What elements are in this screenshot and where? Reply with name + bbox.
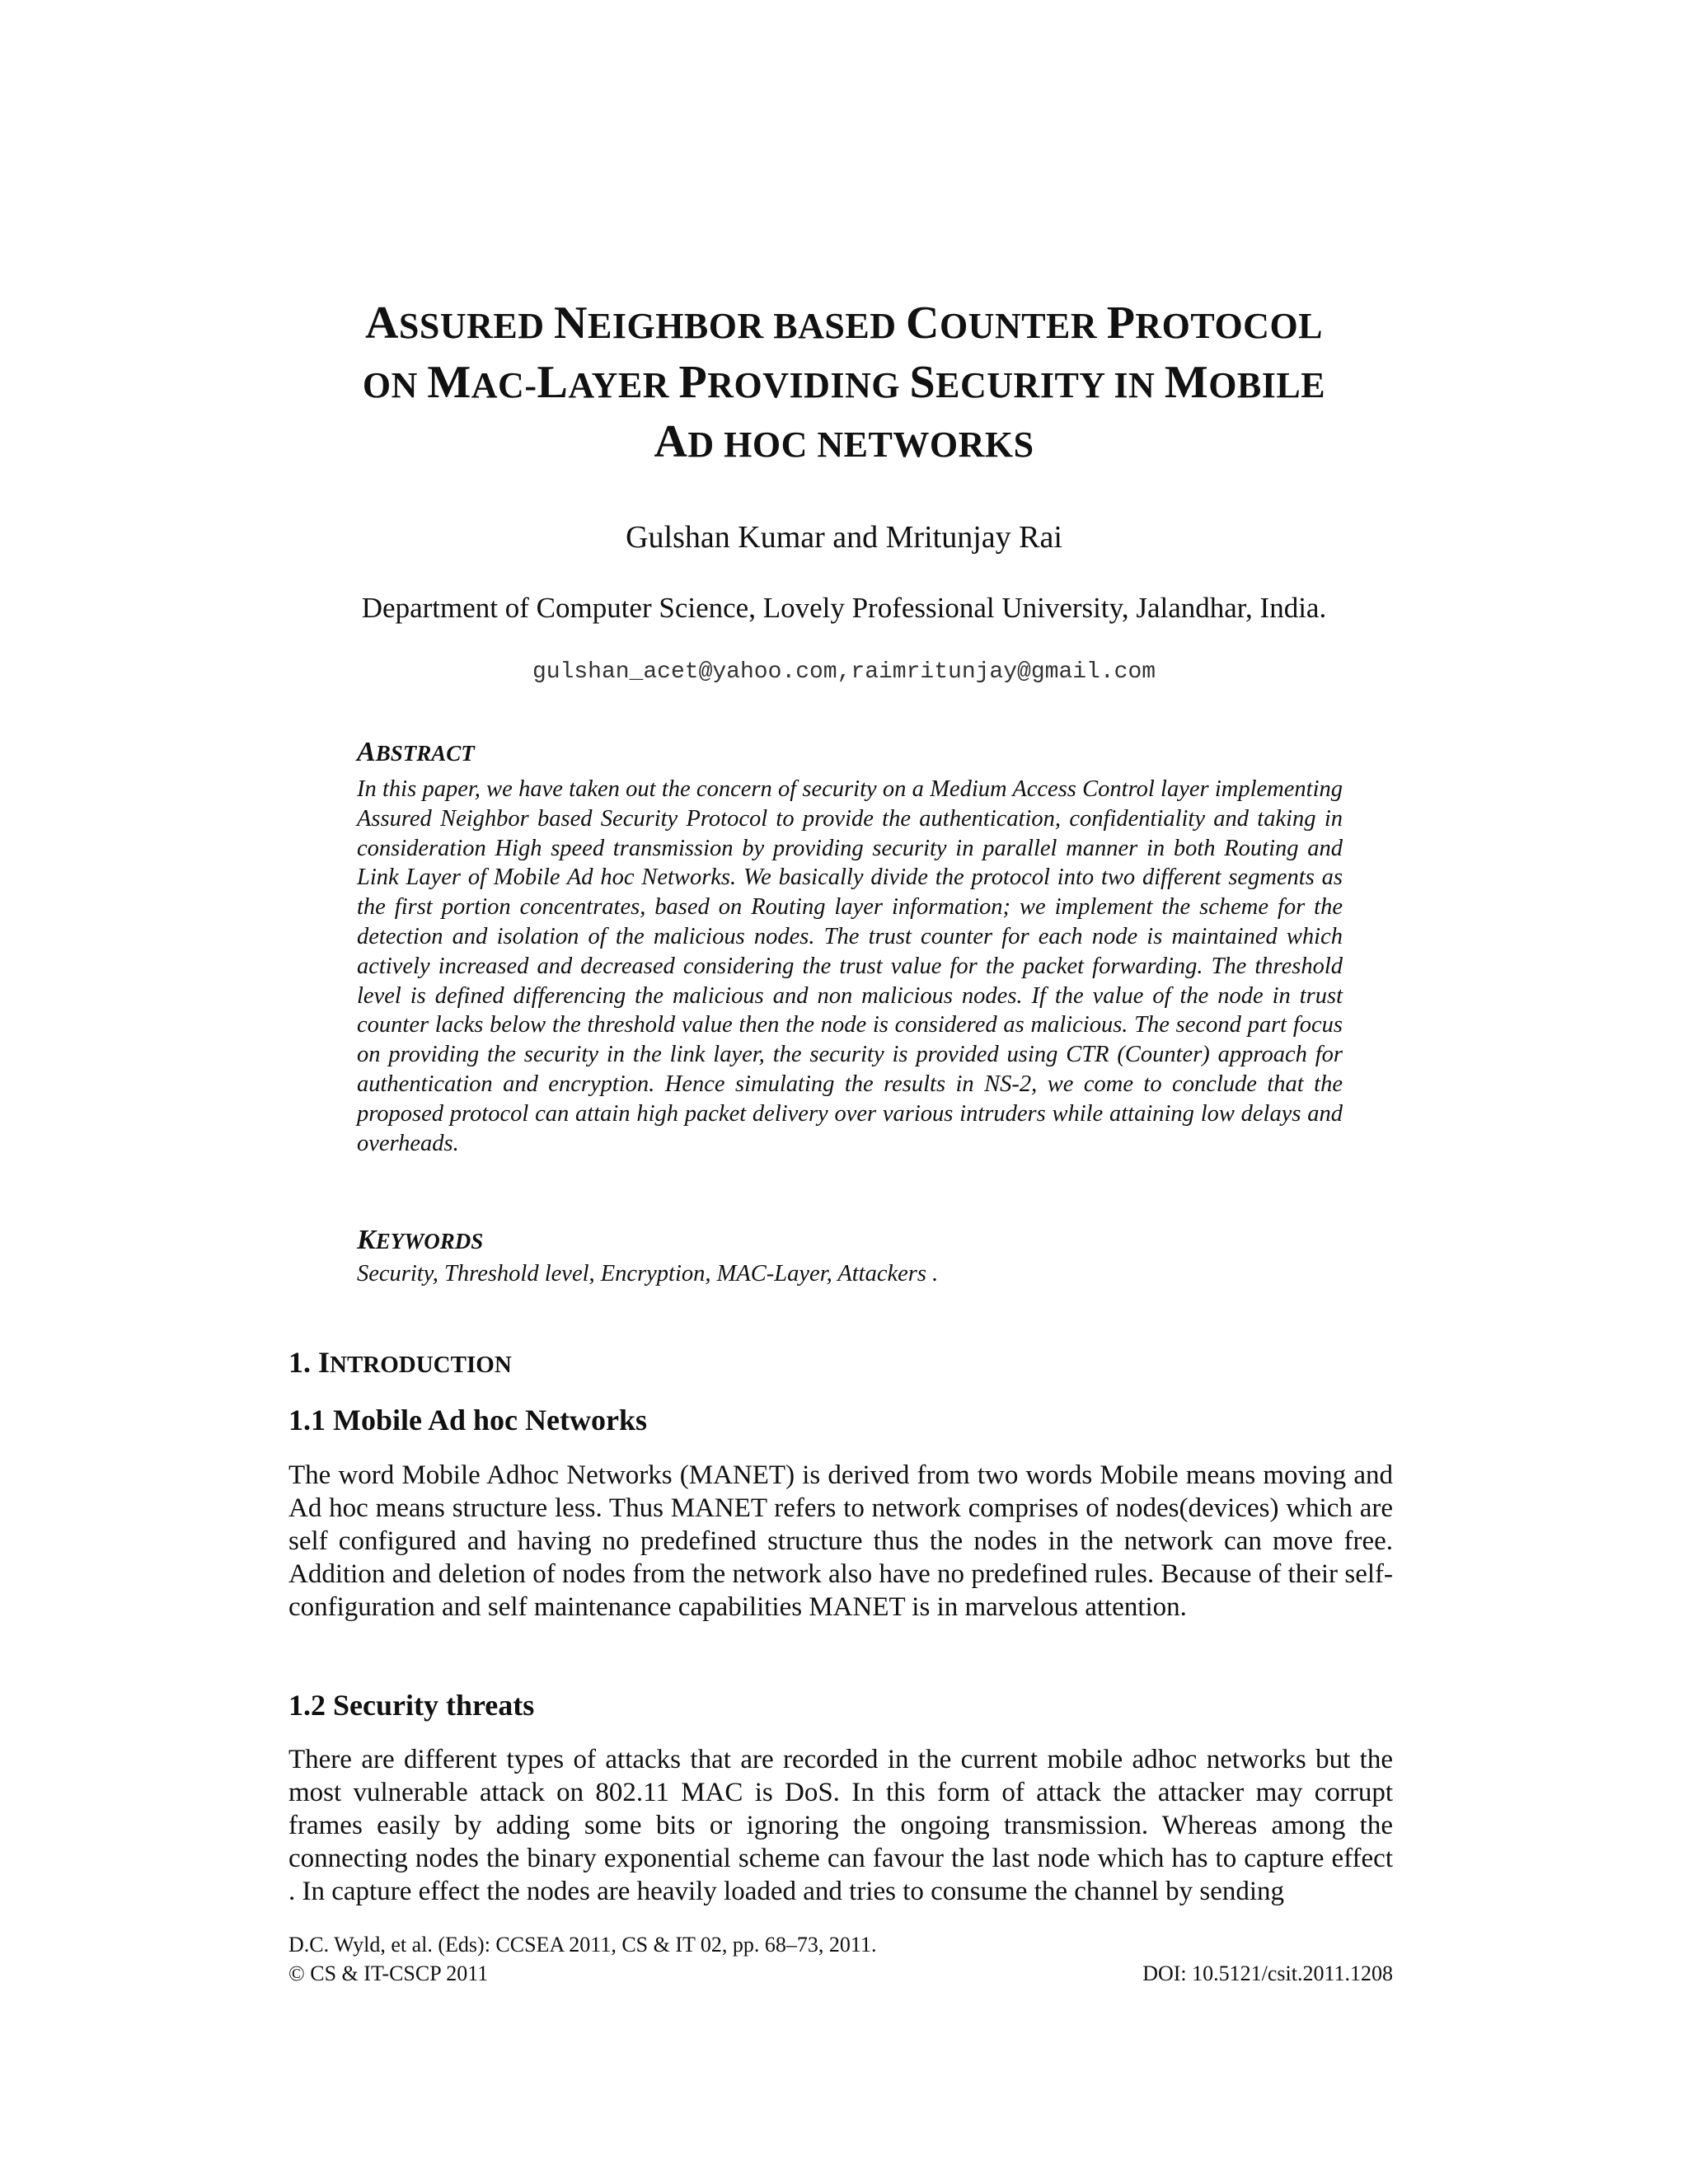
paragraph-security-threats: There are different types of attacks that are recorded in the current mobile adhoc networks but the most vulnerable attack on 802.11 MAC is DoS. In this form of attack the attacker may corrupt frames easily by adding some bits or ignoring the ongoing transmission. Whereas among the connecting nodes the binary exponential scheme can favour the last node which has to capture effect . In capture effect the nodes are heavily loaded and tries to consume the channel by sending	[288, 1745, 1393, 1906]
title-line-1: ASSURED NEIGHBOR BASED COUNTER PROTOCOL	[364, 298, 1324, 349]
footer-doi: DOI: 10.5121/csit.2011.1208	[1142, 1961, 1393, 1985]
footer-citation: D.C. Wyld, et al. (Eds): CCSEA 2011, CS & IT 02, pp. 68–73, 2011.	[288, 1933, 877, 1957]
title-line-3: AD HOC NETWORKS	[654, 416, 1034, 467]
paragraph-manet: The word Mobile Adhoc Networks (MANET) is derived from two words Mobile means moving and Ad hoc means structure less. Thus MANET refers to network comprises of nodes(devices) which are self configured and having no predefined structure thus the nodes in the network can move free. Addition and deletion of nodes from the network also have no predefined rules. Because of their self-configuration and self maintenance capabilities MANET is in marvelous attention.	[288, 1460, 1393, 1622]
footer-copyright: © CS & IT-CSCP 2011	[288, 1961, 489, 1985]
subsection-heading-manet: 1.1 Mobile Ad hoc Networks	[288, 1404, 647, 1436]
affiliation: Department of Computer Science, Lovely Professional University, Jalandhar, India.	[361, 592, 1327, 624]
title-line-2: ON MAC-LAYER PROVIDING SECURITY IN MOBILE	[362, 357, 1326, 408]
section-heading-introduction: 1. INTRODUCTION	[288, 1346, 512, 1379]
subsection-heading-security-threats: 1.2 Security threats	[288, 1689, 535, 1722]
author-emails: gulshan_acet@yahoo.com,raimritunjay@gmail.com	[532, 659, 1156, 685]
paper-title	[206, 295, 1482, 473]
keywords-heading: KEYWORDS	[357, 1225, 484, 1255]
abstract-heading: ABSTRACT	[357, 737, 475, 767]
abstract-text: In this paper, we have taken out the concern of security on a Medium Access Control layer implementing Assured Neighbor based Security Protocol to provide the authentication, confidentiality and taking in consideration High speed transmission by providing security in parallel manner in both Routing and Link Layer of Mobile Ad hoc Networks. We basically divide the protocol into two different segments as the first portion concentrates, based on Routing layer information; we implement the scheme for the detection and isolation of the malicious nodes. The trust counter for each node is maintained which actively increased and decreased considering the trust value for the packet forwarding. The threshold level is defined differencing the malicious and non malicious nodes. If the value of the node in trust counter lacks below the threshold value then the node is considered as malicious. The second part focus on providing the security in the link layer, the security is provided using CTR (Counter) approach for authentication and encryption. Hence simulating the results in NS-2, we come to conclude that the proposed protocol can attain high packet delivery over various intruders while attaining low delays and overheads.	[357, 776, 1343, 1156]
authors: Gulshan Kumar and Mritunjay Rai	[626, 520, 1062, 555]
keywords-text: Security, Threshold level, Encryption, MAC-Layer, Attackers .	[357, 1261, 939, 1286]
footer-line	[288, 1961, 1393, 1986]
